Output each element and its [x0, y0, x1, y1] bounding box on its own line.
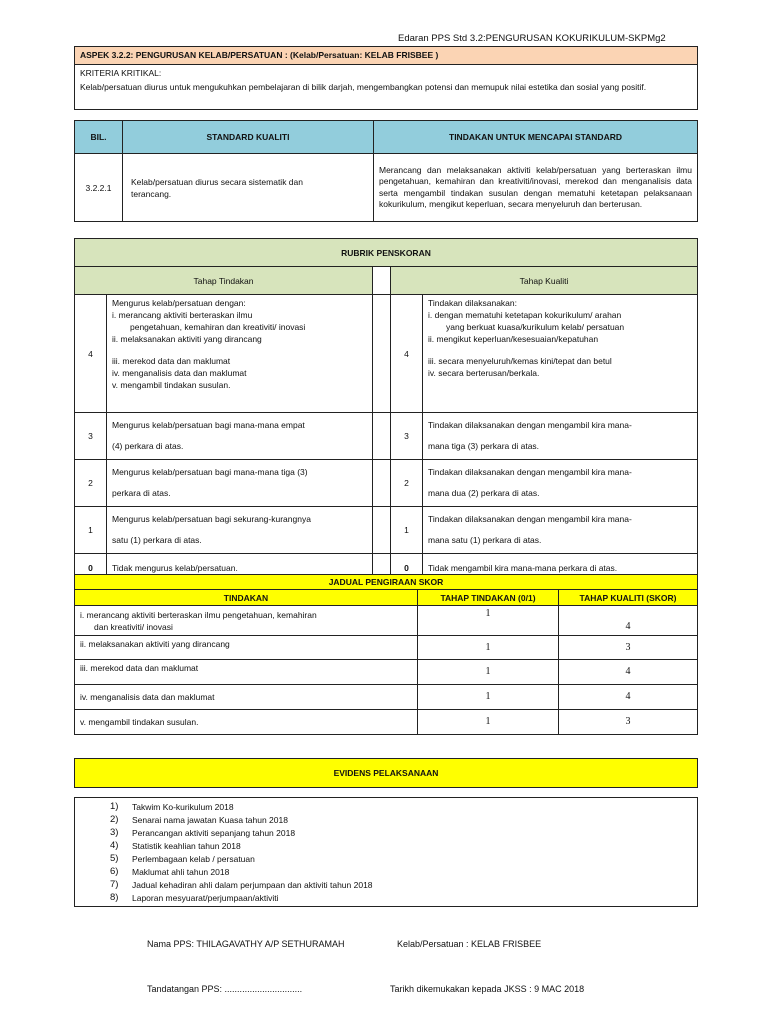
jadual-header-tahap-tindakan: TAHAP TINDAKAN (0/1): [418, 590, 559, 606]
rubrik-table: [74, 238, 698, 582]
rubrik-col-tahap-kualiti: Tahap Kualiti: [391, 267, 698, 295]
footer-kelab: Kelab/Persatuan : KELAB FRISBEE: [397, 939, 542, 949]
jadual-title: JADUAL PENGIRAAN SKOR: [75, 575, 698, 590]
rubrik-score: 0: [391, 554, 423, 582]
jadual-tindakan-line: dan kreativiti/ inovasi: [94, 621, 173, 632]
standard-kualiti-text: Kelab/persatuan diurus secara sistematik dan terancang.: [123, 154, 374, 222]
jadual-tahap-value: 1: [418, 685, 559, 710]
jadual-tahap-value: 1: [418, 606, 559, 636]
rubrik-left-line: v. mengambil tindakan susulan.: [112, 380, 231, 390]
aspect-section: [74, 46, 698, 110]
jadual-header-tindakan: TINDAKAN: [75, 590, 418, 606]
rubrik-score: 2: [391, 460, 423, 507]
tindakan-standard-text: Merancang dan melaksanakan aktiviti kelab/persatuan yang berteraskan ilmu pengetahuan, kemahiran dan kreativiti/inovasi, merekod dan menganalisis data serta mengambil tindakan susulan dengan mematuhi ketetapan pelaksanaan kokurikulum, mengikut keperluan, secara menyeluruh dan berterusan.: [374, 154, 698, 222]
rubrik-divider: [373, 267, 391, 295]
page-header: Edaran PPS Std 3.2:PENGURUSAN KOKURIKULUM-SKPMg2: [398, 33, 666, 44]
table-row: [75, 710, 698, 735]
rubrik-right-line: iv. secara berterusan/berkala.: [428, 368, 540, 378]
evidens-num: 2): [110, 814, 119, 825]
evidens-text: Jadual kehadiran ahli dalam perjumpaan dan aktiviti tahun 2018: [132, 880, 373, 890]
rubrik-left-line: i. merancang aktiviti berteraskan ilmu: [112, 310, 253, 320]
rubrik-divider: [373, 295, 391, 413]
evidens-text: Takwim Ko-kurikulum 2018: [132, 802, 234, 812]
rubrik-left-line: iv. menganalisis data dan maklumat: [112, 368, 247, 378]
evidens-text: Statistik keahlian tahun 2018: [132, 841, 241, 851]
jadual-kualiti-value: 3: [559, 710, 698, 735]
jadual-tahap-value: 1: [418, 660, 559, 685]
rubrik-left-line: Mengurus kelab/persatuan dengan:: [112, 298, 246, 308]
table-row: [75, 660, 698, 685]
evidens-num: 6): [110, 866, 119, 877]
jadual-kualiti-value: 4: [559, 606, 698, 636]
rubrik-left-line: pengetahuan, kemahiran dan kreativiti/ inovasi: [130, 322, 306, 332]
header-standard-kualiti: STANDARD KUALITI: [123, 121, 374, 154]
evidens-num: 3): [110, 827, 119, 838]
rubrik-divider: [373, 507, 391, 554]
evidens-text: Perlembagaan kelab / persatuan: [132, 854, 255, 864]
evidens-num: 8): [110, 892, 119, 903]
table-row: [75, 636, 698, 660]
evidens-list: [74, 797, 698, 907]
rubrik-right-line: Tindakan dilaksanakan dengan mengambil kira mana-: [428, 420, 632, 430]
standard-table: [74, 120, 698, 222]
rubrik-right-line: mana dua (2) perkara di atas.: [428, 488, 540, 498]
jadual-header-tahap-kualiti: TAHAP KUALITI (SKOR): [559, 590, 698, 606]
rubrik-row: [75, 460, 698, 507]
standard-bil: 3.2.2.1: [75, 154, 123, 222]
footer-tarikh: Tarikh dikemukakan kepada JKSS : 9 MAC 2018: [390, 984, 585, 994]
rubrik-right-line: iii. secara menyeluruh/kemas kini/tepat dan betul: [428, 356, 612, 366]
rubrik-right-line: Tindakan dilaksanakan dengan mengambil kira mana-: [428, 514, 632, 524]
evidens-num: 4): [110, 840, 119, 851]
jadual-tahap-value: 1: [418, 710, 559, 735]
rubrik-row: [75, 507, 698, 554]
rubrik-right-line: Tindakan dilaksanakan:: [428, 298, 517, 308]
kriteria-text: Kelab/persatuan diurus untuk mengukuhkan pembelajaran di bilik darjah, mengembangkan potensi dan memupuk nilai estetika dan sosial yang positif.: [80, 82, 647, 92]
rubrik-left-line: Mengurus kelab/persatuan bagi mana-mana tiga (3): [112, 467, 308, 477]
rubrik-right-line: mana satu (1) perkara di atas.: [428, 535, 542, 545]
rubrik-score: 1: [391, 507, 423, 554]
rubrik-right-line: i. dengan mematuhi ketetapan kokurikulum/ arahan: [428, 310, 622, 320]
kriteria-label: KRITERIA KRITIKAL:: [80, 68, 162, 78]
rubrik-score: 3: [391, 413, 423, 460]
evidens-title-text: EVIDENS PELAKSANAAN: [333, 768, 439, 778]
table-row: [75, 606, 698, 636]
rubrik-left-line: satu (1) perkara di atas.: [112, 535, 202, 545]
footer-tandatangan: Tandatangan PPS: ...............................: [147, 984, 303, 994]
jadual-kualiti-value: 3: [559, 636, 698, 660]
rubrik-right-line: Tindakan dilaksanakan dengan mengambil kira mana-: [428, 467, 632, 477]
evidens-num: 7): [110, 879, 119, 890]
rubrik-right-line: yang berkuat kuasa/kurikulum kelab/ persatuan: [446, 322, 625, 332]
rubrik-score: 0: [75, 554, 107, 582]
rubrik-col-tahap-tindakan: Tahap Tindakan: [75, 267, 373, 295]
rubrik-title: RUBRIK PENSKORAN: [75, 239, 698, 267]
rubrik-score: 1: [75, 507, 107, 554]
rubrik-row: [75, 295, 698, 413]
rubrik-left-line: (4) perkara di atas.: [112, 441, 184, 451]
jadual-tindakan-line: iii. merekod data dan maklumat: [75, 660, 418, 685]
footer-nama-pps: Nama PPS: THILAGAVATHY A/P SETHURAMAH: [147, 939, 345, 949]
header-bil: BIL.: [75, 121, 123, 154]
rubrik-divider: [373, 413, 391, 460]
rubrik-left-line: Mengurus kelab/persatuan bagi sekurang-kurangnya: [112, 514, 311, 524]
header-tindakan-standard: TINDAKAN UNTUK MENCAPAI STANDARD: [374, 121, 698, 154]
rubrik-left-line: perkara di atas.: [112, 488, 171, 498]
jadual-tindakan-line: v. mengambil tindakan susulan.: [75, 710, 418, 735]
jadual-table: [74, 574, 698, 735]
rubrik-left-line: ii. melaksanakan aktiviti yang dirancang: [112, 334, 262, 344]
jadual-tindakan-line: ii. melaksanakan aktiviti yang dirancang: [75, 636, 418, 660]
rubrik-score: 4: [391, 295, 423, 413]
rubrik-row: [75, 413, 698, 460]
table-row: [75, 685, 698, 710]
evidens-title: [74, 758, 698, 788]
rubrik-right-line: mana tiga (3) perkara di atas.: [428, 441, 540, 451]
evidens-text: Maklumat ahli tahun 2018: [132, 867, 230, 877]
jadual-tindakan-line: iv. menganalisis data dan maklumat: [75, 685, 418, 710]
rubrik-score: 3: [75, 413, 107, 460]
jadual-tahap-value: 1: [418, 636, 559, 660]
evidens-text: Perancangan aktiviti sepanjang tahun 2018: [132, 828, 296, 838]
rubrik-left-line: iii. merekod data dan maklumat: [112, 356, 231, 366]
aspect-title: ASPEK 3.2.2: PENGURUSAN KELAB/PERSATUAN : (Kelab/Persatuan: KELAB FRISBEE ): [75, 47, 697, 65]
rubrik-left-line: Mengurus kelab/persatuan bagi mana-mana empat: [112, 420, 305, 430]
rubrik-right-line: ii. mengikut keperluan/kesesuaian/kepatuhan: [428, 334, 599, 344]
jadual-kualiti-value: 4: [559, 660, 698, 685]
rubrik-right-line: Tidak mengambil kira mana-mana perkara di atas.: [423, 554, 698, 582]
evidens-text: Laporan mesyuarat/perjumpaan/aktiviti: [132, 893, 279, 903]
rubrik-score: 2: [75, 460, 107, 507]
evidens-text: Senarai nama jawatan Kuasa tahun 2018: [132, 815, 288, 825]
jadual-tindakan-line: i. merancang aktiviti berteraskan ilmu pengetahuan, kemahiran: [80, 609, 317, 620]
evidens-num: 1): [110, 801, 119, 812]
jadual-kualiti-value: 4: [559, 685, 698, 710]
rubrik-divider: [373, 460, 391, 507]
rubrik-score: 4: [75, 295, 107, 413]
rubrik-left-line: Tidak mengurus kelab/persatuan.: [107, 554, 373, 582]
evidens-num: 5): [110, 853, 119, 864]
